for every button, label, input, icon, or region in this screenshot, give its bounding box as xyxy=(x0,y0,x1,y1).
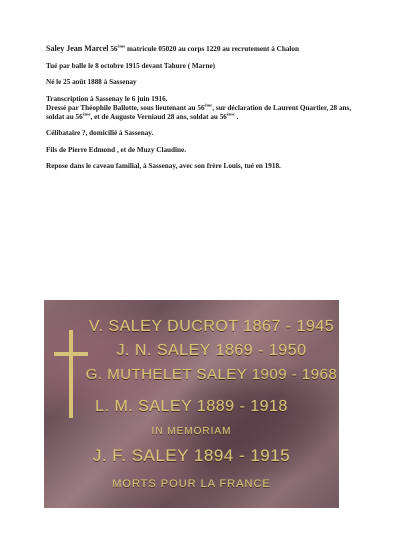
birth-line: Né le 25 août 1888 à Sassenay xyxy=(46,78,137,86)
sup-3: ème xyxy=(226,111,235,117)
burial-line: Repose dans le caveau familial, à Sassenay, avec son frère Louis, tué en 1918. xyxy=(46,162,281,170)
soldier-name: Saley Jean Marcel xyxy=(46,44,109,53)
sup-2: ème xyxy=(82,111,91,117)
unit-number: 56 xyxy=(110,45,118,53)
record-text xyxy=(46,44,366,179)
plaque-line-3: G. MUTHELET SALEY 1909 - 1968 xyxy=(85,366,338,383)
registration-text: matricule 05020 au corps 1220 au recrutement à Chalon xyxy=(127,45,299,53)
plaque-line-1: V. SALEY DUCROT 1867 - 1945 xyxy=(88,318,335,335)
parents-line: Fils de Pierre Edmond , et de Muzy Claudine. xyxy=(46,145,187,154)
unit-sup: ème xyxy=(117,43,126,49)
memorial-plaque-photo xyxy=(44,300,339,508)
transcription-text-b: , sur déclaration de Laurent Quartier, 28 ans, soldat au 56 xyxy=(46,103,352,121)
death-line: Tué par balle le 8 octobre 1915 devant Tahure ( Marne) xyxy=(46,61,216,70)
transcription-text-d: . xyxy=(234,112,239,121)
sup-1: ème xyxy=(204,102,213,108)
plaque-line-4: L. M. SALEY 1889 - 1918 xyxy=(95,398,288,415)
transcription-paragraph xyxy=(46,95,366,122)
transcription-text-a: Dressé par Théophile Ballotte, sous lieutenant au 56 xyxy=(46,103,205,112)
status-line: Célibataire ?, domicilié à Sassenay. xyxy=(46,129,154,137)
record-header xyxy=(46,44,366,54)
transcription-text-c: , et de Auguste Verniaud 28 ans, soldat au 56 xyxy=(90,112,227,121)
plaque-line-5: IN MEMORIAM xyxy=(151,426,232,437)
plaque-line-6: J. F. SALEY 1894 - 1915 xyxy=(92,446,291,465)
transcription-line: Transcription à Sassenay le 6 juin 1916. xyxy=(46,94,168,103)
plaque-line-7: MORTS POUR LA FRANCE xyxy=(112,478,271,490)
plaque-line-2: J. N. SALEY 1869 - 1950 xyxy=(116,342,307,359)
